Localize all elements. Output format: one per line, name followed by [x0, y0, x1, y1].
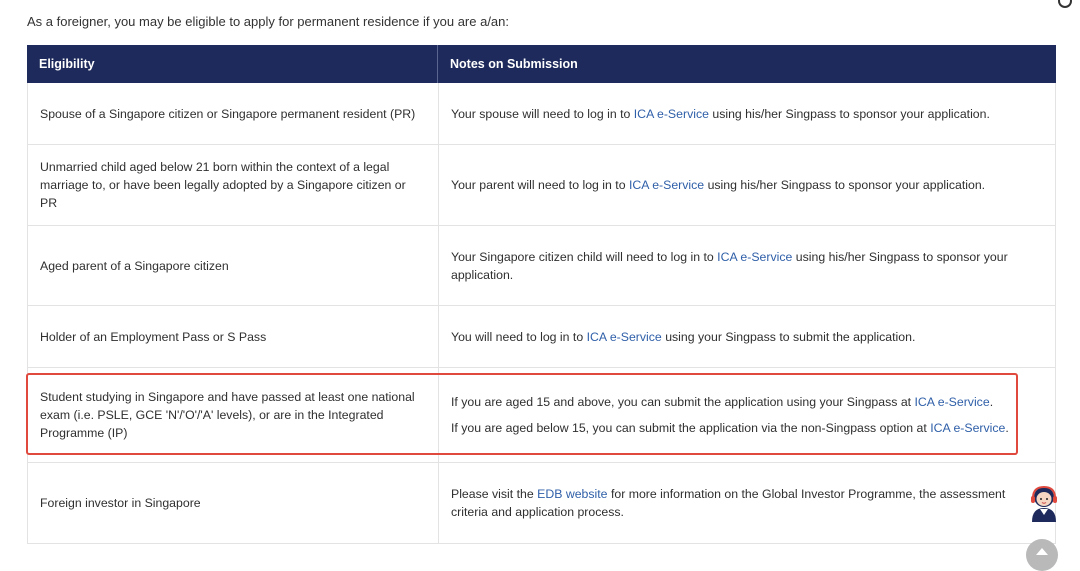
eligibility-table	[27, 45, 1056, 544]
edb-website-link[interactable]: EDB website	[537, 487, 608, 501]
note-text: using his/her Singpass to sponsor your application.	[451, 249, 1008, 282]
ica-eservice-link[interactable]: ICA e-Service	[633, 106, 709, 121]
note-text: Your Singapore citizen child will need to log in to	[451, 249, 718, 264]
ica-eservice-link[interactable]: ICA e-Service	[930, 421, 1006, 435]
note-text: Your parent will need to log in to	[451, 178, 629, 192]
table-row	[27, 306, 1056, 368]
eligibility-cell: Aged parent of a Singapore citizen	[28, 226, 439, 305]
scroll-to-top-icon[interactable]	[1026, 539, 1058, 571]
note-text: for more information on the Global Investor Programme, the assessment criteria and application process.	[451, 487, 1006, 519]
note-text: .	[989, 395, 994, 409]
note-text: You will need to log in to	[451, 329, 587, 344]
table-row	[27, 226, 1056, 306]
note-text: using his/her Singpass to sponsor your application.	[708, 106, 990, 121]
notes-cell	[439, 83, 1055, 144]
table-row	[27, 83, 1056, 145]
table-row-highlighted	[27, 368, 1056, 463]
ica-eservice-link[interactable]: ICA e-Service	[717, 249, 793, 264]
assistant-avatar-icon[interactable]	[1024, 482, 1064, 522]
header-eligibility: Eligibility	[27, 45, 438, 83]
notes-cell	[439, 145, 1055, 225]
table-row	[27, 145, 1056, 226]
table-header	[27, 45, 1056, 83]
note-text: using your Singpass to submit the application.	[661, 329, 916, 344]
note-text: .	[1005, 421, 1009, 435]
notes-cell	[439, 226, 1055, 305]
ica-eservice-link[interactable]: ICA e-Service	[914, 395, 990, 409]
note-text: Your spouse will need to log in to	[451, 106, 634, 121]
note-text: using his/her Singpass to sponsor your application.	[704, 178, 986, 192]
eligibility-cell: Holder of an Employment Pass or S Pass	[28, 306, 439, 367]
ica-eservice-link[interactable]: ICA e-Service	[586, 329, 662, 344]
intro-text: As a foreigner, you may be eligible to apply for permanent residence if you are a/an:	[27, 14, 510, 29]
notes-cell	[439, 306, 1055, 367]
corner-circle-icon	[1058, 0, 1072, 8]
eligibility-cell: Spouse of a Singapore citizen or Singapore permanent resident (PR)	[28, 83, 439, 144]
notes-cell	[439, 463, 1055, 543]
notes-cell	[439, 368, 1055, 462]
note-text: Please visit the	[451, 487, 538, 501]
eligibility-cell: Unmarried child aged below 21 born within the context of a legal marriage to, or have been legally adopted by a Singapore citizen or PR	[28, 145, 439, 225]
table-row	[27, 463, 1056, 544]
note-text: If you are aged 15 and above, you can submit the application using your Singpass at	[451, 395, 915, 409]
ica-eservice-link[interactable]: ICA e-Service	[628, 178, 705, 192]
eligibility-cell: Student studying in Singapore and have passed at least one national exam (i.e. PSLE, GCE 'N'/'O'/'A' levels), or are in the Integrated Programme (IP)	[28, 368, 439, 462]
eligibility-cell: Foreign investor in Singapore	[28, 463, 439, 543]
note-text: If you are aged below 15, you can submit the application via the non-Singpass option at	[451, 421, 931, 435]
header-notes: Notes on Submission	[450, 57, 578, 71]
